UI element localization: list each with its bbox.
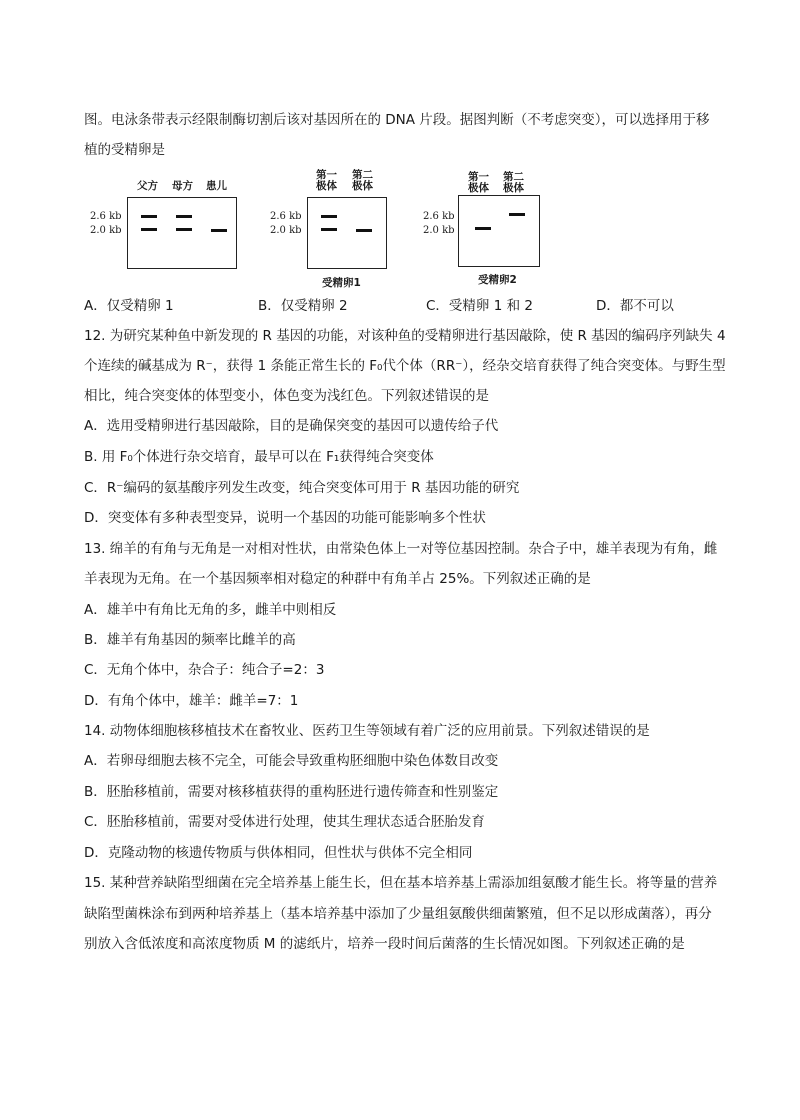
caption-egg1: 受精卵1 (322, 277, 361, 289)
q11-option-c: C．受精卵 1 和 2 (426, 298, 533, 314)
q15-stem-line-3: 别放入含低浓度和高浓度物质 M 的滤纸片，培养一段时间后菌落的生长情况如图。下列叙述正确的是 (84, 936, 685, 952)
gel-header-second-polar-body: 第二 极体 (352, 169, 373, 192)
q12-stem-line-2: 个连续的碱基成为 R⁻，获得 1 条能正常生长的 F₀代个体（RR⁻），经杂交培育获得了纯合突变体。与野生型 (84, 358, 726, 374)
q15-stem-line-2: 缺陷型菌株涂布到两种培养基上（基本培养基中添加了少量组氨酸供细菌繁殖，但不足以形成菌落），再分 (84, 906, 712, 922)
gel-box (307, 197, 387, 269)
band-child-2.0 (211, 229, 227, 232)
kb-label-2.6: 2.6 kb (423, 211, 455, 222)
band-first-polar-2.0 (321, 228, 337, 231)
q12-option-a: A．选用受精卵进行基因敲除，目的是确保突变的基因可以遗传给子代 (84, 418, 499, 434)
band-mother-2.0 (176, 228, 192, 231)
band-second-polar-2.6 (509, 213, 525, 216)
gel-box (127, 197, 237, 269)
kb-label-2.6: 2.6 kb (270, 211, 302, 222)
kb-label-2.0: 2.0 kb (270, 225, 302, 236)
gel-box (458, 195, 540, 267)
q11-intro-line-1: 图。电泳条带表示经限制酶切割后该对基因所在的 DNA 片段。据图判断（不考虑突变），可以选择用于移 (84, 112, 710, 128)
gel-header-mother: 母方 (172, 180, 193, 192)
q11-option-a: A．仅受精卵 1 (84, 298, 174, 314)
q13-stem-line-1: 13. 绵羊的有角与无角是一对相对性状，由常染色体上一对等位基因控制。杂合子中，雄羊表现为有角，雌 (84, 541, 718, 557)
q11-option-b: B．仅受精卵 2 (258, 298, 348, 314)
q12-stem-line-1: 12. 为研究某种鱼中新发现的 R 基因的功能，对该种鱼的受精卵进行基因敲除，使 R 基因的编码序列缺失 4 (84, 328, 726, 344)
q13-option-d: D．有角个体中，雄羊：雌羊=7：1 (84, 693, 299, 709)
q14-option-b: B．胚胎移植前，需要对核移植获得的重构胚进行遗传筛查和性别鉴定 (84, 784, 499, 800)
kb-label-2.6: 2.6 kb (90, 211, 122, 222)
q14-option-c: C．胚胎移植前，需要对受体进行处理，使其生理状态适合胚胎发育 (84, 814, 485, 830)
caption-egg2: 受精卵2 (478, 274, 517, 286)
band-mother-2.6 (176, 215, 192, 218)
band-first-polar-2.6 (321, 215, 337, 218)
band-father-2.6 (141, 215, 157, 218)
gel-header-father: 父方 (137, 180, 158, 192)
band-second-polar-2.0 (356, 229, 372, 232)
q14-option-d: D．克隆动物的核遗传物质与供体相同，但性状与供体不完全相同 (84, 845, 473, 861)
gel-header-child: 患儿 (206, 180, 227, 192)
q12-option-d: D．突变体有多种表型变异，说明一个基因的功能可能影响多个性状 (84, 510, 486, 526)
q15-stem-line-1: 15. 某种营养缺陷型细菌在完全培养基上能生长，但在基本培养基上需添加组氨酸才能生长。将等量的营养 (84, 875, 718, 891)
q14-option-a: A．若卵母细胞去核不完全，可能会导致重构胚细胞中染色体数目改变 (84, 753, 499, 769)
band-first-polar-2.0 (475, 227, 491, 230)
q12-option-b: B. 用 F₀个体进行杂交培育，最早可以在 F₁获得纯合突变体 (84, 449, 434, 465)
q13-option-c: C．无角个体中，杂合子：纯合子=2：3 (84, 662, 325, 678)
q14-stem-line-1: 14. 动物体细胞核移植技术在畜牧业、医药卫生等领域有着广泛的应用前景。下列叙述错误的是 (84, 723, 650, 739)
kb-label-2.0: 2.0 kb (90, 225, 122, 236)
q12-stem-line-3: 相比，纯合突变体的体型变小，体色变为浅红色。下列叙述错误的是 (84, 388, 489, 404)
q11-intro-line-2: 植的受精卵是 (84, 142, 165, 158)
q12-option-c: C．R⁻编码的氨基酸序列发生改变，纯合突变体可用于 R 基因功能的研究 (84, 480, 520, 496)
gel-header-first-polar-body: 第一 极体 (316, 169, 337, 192)
q13-option-a: A．雄羊中有角比无角的多，雌羊中则相反 (84, 602, 337, 618)
band-father-2.0 (141, 228, 157, 231)
kb-label-2.0: 2.0 kb (423, 225, 455, 236)
q11-option-d: D．都不可以 (596, 298, 674, 314)
q13-stem-line-2: 羊表现为无角。在一个基因频率相对稳定的种群中有角羊占 25%。下列叙述正确的是 (84, 571, 591, 587)
gel-header-second-polar-body: 第二 极体 (503, 171, 524, 194)
q13-option-b: B．雄羊有角基因的频率比雌羊的高 (84, 632, 296, 648)
gel-header-first-polar-body: 第一 极体 (468, 171, 489, 194)
